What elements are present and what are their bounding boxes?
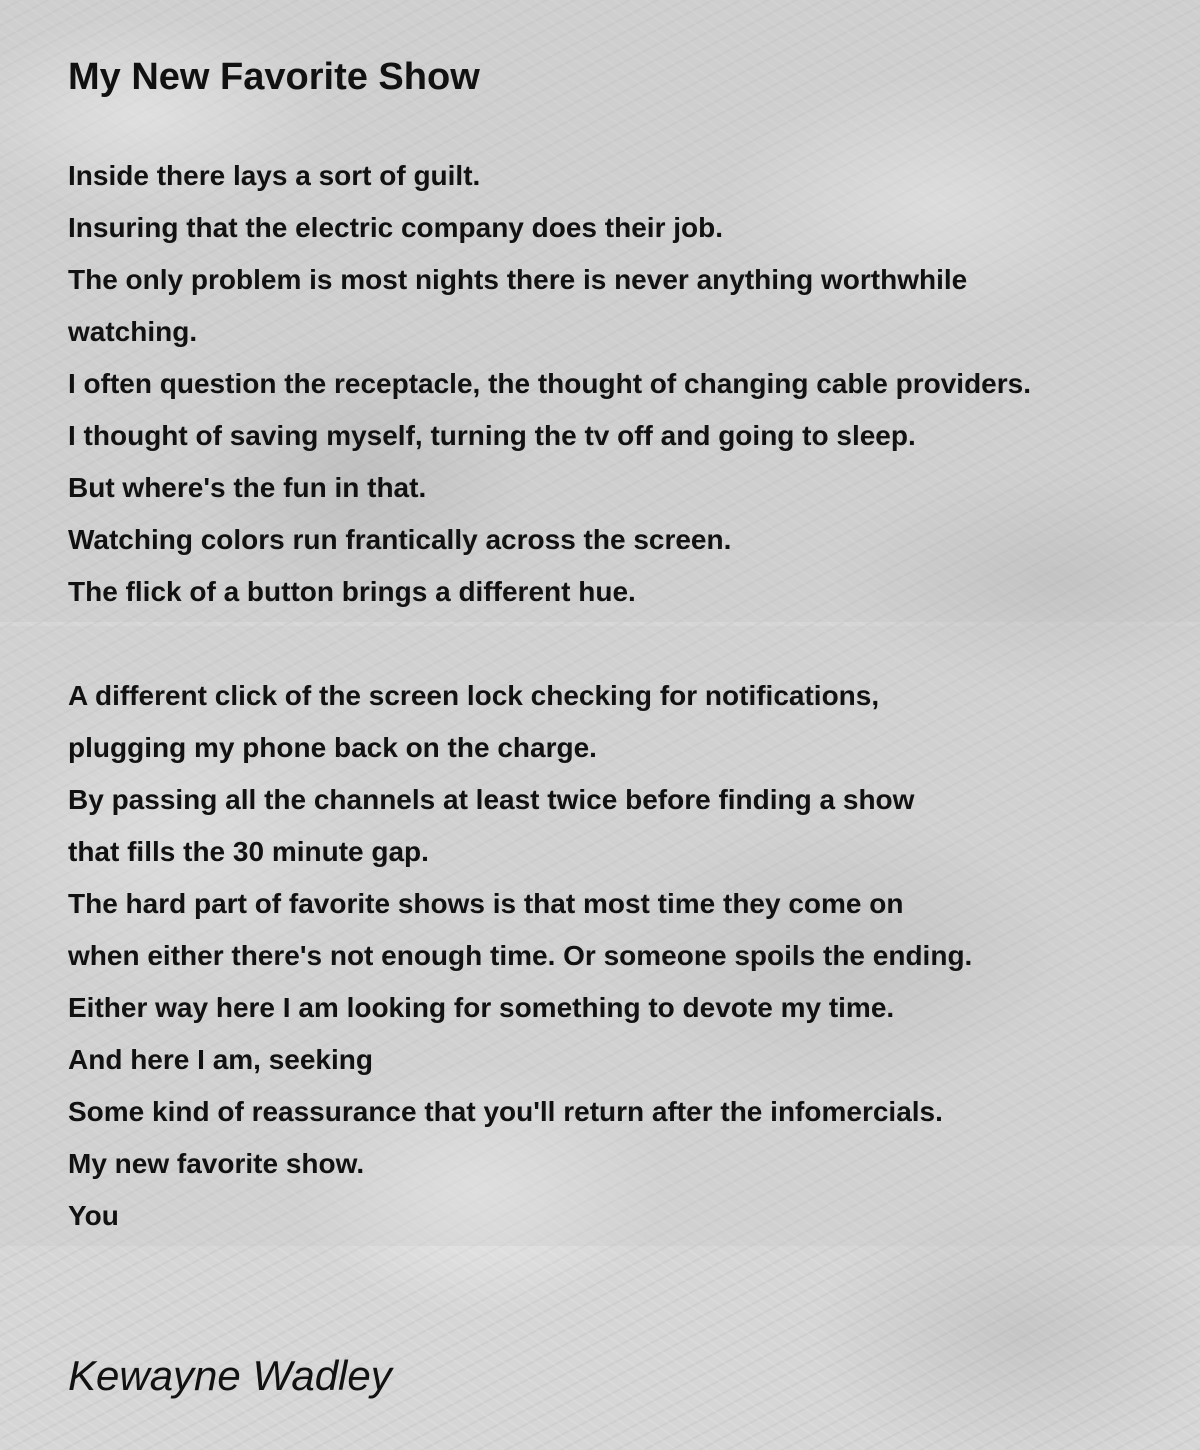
poem-author: Kewayne Wadley <box>68 1352 392 1399</box>
poem-line: And here I am, seeking <box>68 1044 373 1075</box>
poem-line: Inside there lays a sort of guilt. <box>68 160 481 191</box>
poem-line: plugging my phone back on the charge. <box>68 732 597 763</box>
poem-line: The only problem is most nights there is never anything worthwhile <box>68 264 968 295</box>
poem-line: Some kind of reassurance that you'll return after the infomercials. <box>68 1096 943 1127</box>
poem-line: Either way here I am looking for something to devote my time. <box>68 992 895 1023</box>
poem-line: The flick of a button brings a different hue. <box>68 576 636 607</box>
poem-line: My new favorite show. <box>68 1148 365 1179</box>
stanza-2 <box>68 670 1193 1242</box>
poem-line: You <box>68 1200 119 1231</box>
stanza-1 <box>68 150 1193 618</box>
poem-line: A different click of the screen lock checking for notifications, <box>68 680 880 711</box>
poem-title: My New Favorite Show <box>68 56 480 98</box>
poem-line: Watching colors run frantically across the screen. <box>68 524 732 555</box>
poem-line: I thought of saving myself, turning the tv off and going to sleep. <box>68 420 916 451</box>
poem-line: Insuring that the electric company does their job. <box>68 212 724 243</box>
poem-line: when either there's not enough time. Or someone spoils the ending. <box>68 940 973 971</box>
poem-line: watching. <box>68 316 198 347</box>
poem-line: By passing all the channels at least twice before finding a show <box>68 784 915 815</box>
poem-line: The hard part of favorite shows is that most time they come on <box>68 888 904 919</box>
poem-line: that fills the 30 minute gap. <box>68 836 429 867</box>
poem-line: But where's the fun in that. <box>68 472 427 503</box>
poem-line: I often question the receptacle, the thought of changing cable providers. <box>68 368 1031 399</box>
